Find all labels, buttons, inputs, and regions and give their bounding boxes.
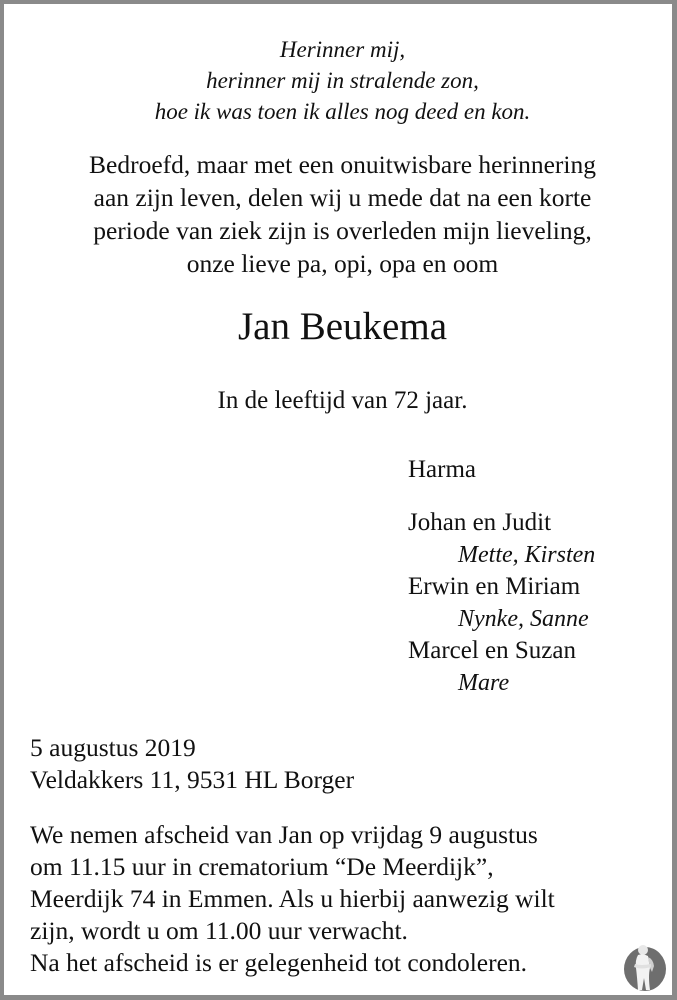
poem [4,34,677,127]
home-address: Veldakkers 11, 9531 HL Borger [30,765,355,794]
child-couple: Erwin en Miriam [408,573,581,600]
ceremony-line: We nemen afscheid van Jan op vrijdag 9 augustus [30,820,538,849]
embracing-figures-logo-icon [621,942,669,992]
ceremony-line: Meerdijk 74 in Emmen. Als u hierbij aanwezig wilt [30,884,555,913]
spouse-name: Harma [408,456,477,483]
age-line: In de leeftijd van 72 jaar. [217,387,468,414]
ceremony-line: Na het afscheid is er gelegenheid tot condoleren. [30,948,528,977]
grandchildren: Mette, Kirsten [458,542,596,568]
announcement-line: Bedroefd, maar met een onuitwisbare herinnering [89,150,596,179]
poem-line: Herinner mij, [279,37,406,62]
poem-line: hoe ik was toen ik alles nog deed en kon. [154,99,531,124]
announcement-line: aan zijn leven, delen wij u mede dat na een korte [93,183,592,212]
child-couple: Johan en Judit [408,509,552,536]
poem-line: herinner mij in stralende zon, [206,68,479,93]
child-couple: Marcel en Suzan [408,637,576,664]
grandchildren: Mare [458,670,510,696]
ceremony-text [30,819,555,979]
ceremony-line: om 11.15 uur in crematorium “De Meerdijk”, [30,852,494,881]
announcement-line: periode van ziek zijn is overleden mijn lieveling, [93,216,592,245]
deceased-name: Jan Beukema [237,305,447,348]
grandchildren: Nynke, Sanne [458,606,589,632]
announcement-text [4,148,677,280]
announcement-line: onze lieve pa, opi, opa en oom [186,249,499,278]
death-date: 5 augustus 2019 [30,733,196,762]
ceremony-line: zijn, wordt u om 11.00 uur verwacht. [30,916,408,945]
